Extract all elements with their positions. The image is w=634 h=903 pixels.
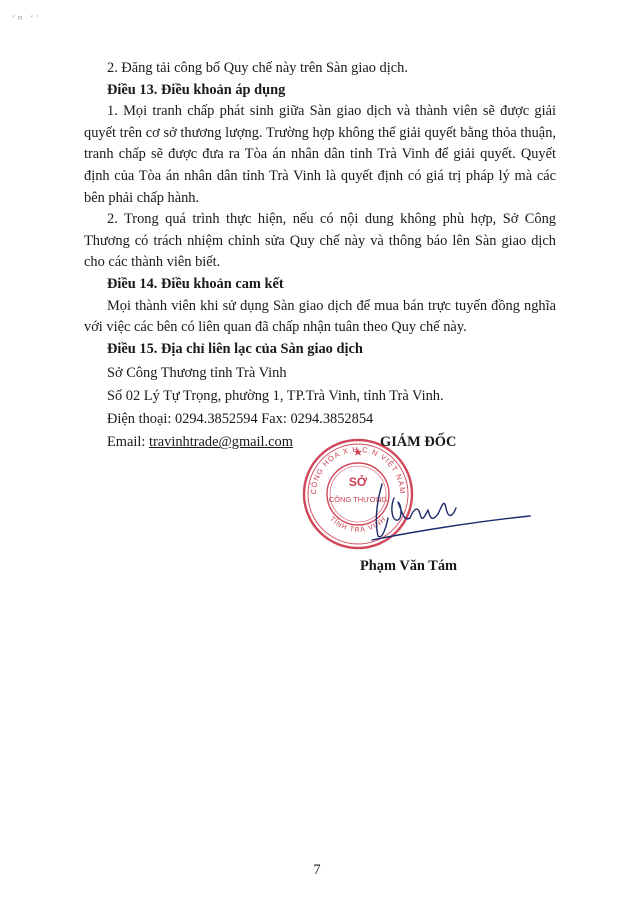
- article-13-clause-1: 1. Mọi tranh chấp phát sinh giữa Sàn giao dịch và thành viên sẽ được giải quyết trên cơ sở thương lượng. Trường hợp không thể giải quyết bằng thỏa thuận, tranh chấp sẽ được đưa ra Tòa án nhân dân tỉnh Trà Vinh để giải quyết. Quyết định của Tòa án nhân dân tỉnh Trà Vinh là quyết định có giá trị pháp lý mà các bên phải chấp hành.: [84, 103, 556, 206]
- email-label: Email:: [107, 434, 149, 451]
- article-14-body: Mọi thành viên khi sử dụng Sàn giao dịch để mua bán trực tuyến đồng nghĩa với việc các bên có liên quan đã chấp nhận tuân theo Quy chế này.: [84, 297, 556, 336]
- article-13-clause-2: 2. Trong quá trình thực hiện, nếu có nội dung không phù hợp, Sở Công Thương có trách nhiệm chỉnh sửa Quy chế này và thông báo lên Sàn giao dịch cho các thành viên biết.: [84, 211, 556, 271]
- article-14-heading: Điều 14. Điều khoản cam kết: [107, 275, 284, 292]
- contact-phone-fax: Điện thoại: 0294.3852594 Fax: 0294.3852854: [107, 411, 374, 428]
- contact-address: Số 02 Lý Tự Trọng, phường 1, TP.Trà Vinh, tỉnh Trà Vinh.: [107, 388, 444, 405]
- seal-outer-text: CỘNG HÒA X.H.C.N VIỆT NAM: [308, 444, 408, 495]
- page-number: 7: [313, 862, 321, 878]
- article-15-heading: Điều 15. Địa chỉ liên lạc của Sàn giao dịch: [107, 340, 363, 357]
- email-link[interactable]: travinhtrade@gmail.com: [148, 434, 293, 451]
- scan-artifact: ´ᴰ ´ʿ: [12, 14, 43, 24]
- seal-center-top: SỞ: [348, 475, 368, 489]
- seal-bottom-text: TỈNH TRÀ VINH: [328, 515, 388, 534]
- signature-block: [296, 430, 536, 580]
- signer-name: Phạm Văn Tám: [360, 558, 458, 574]
- article-12-clause-2: 2. Đăng tải công bố Quy chế này trên Sàn giao dịch.: [107, 60, 408, 76]
- handwritten-signature-icon: [352, 478, 532, 548]
- signatory-title: GIÁM ĐỐC: [380, 434, 457, 450]
- article-13-heading: Điều 13. Điều khoản áp dụng: [107, 81, 286, 98]
- document-body: [84, 58, 556, 454]
- contact-organization: Sở Công Thương tỉnh Trà Vinh: [107, 365, 287, 382]
- seal-center-main: CÔNG THƯƠNG: [328, 495, 388, 504]
